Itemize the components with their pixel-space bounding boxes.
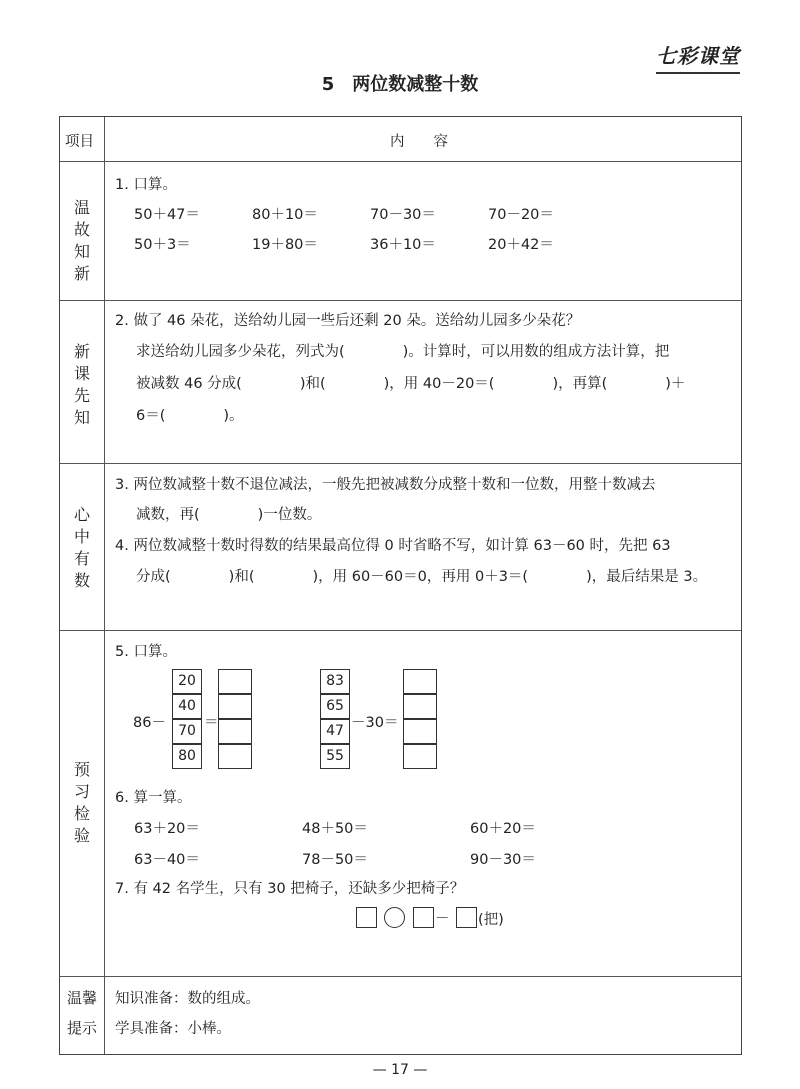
q6-item: 63－40＝ bbox=[134, 852, 200, 868]
q5-right-value: 47 bbox=[320, 719, 350, 744]
section-label-review: 温 故 知 新 bbox=[73, 198, 90, 283]
q5-right-value: 83 bbox=[320, 669, 350, 694]
q1-title: 1. 口算。 bbox=[115, 177, 177, 193]
q1-item: 50＋47＝ bbox=[134, 207, 200, 223]
header-project: 项目 bbox=[65, 134, 94, 150]
row-divider bbox=[60, 300, 741, 301]
q1-item: 19＋80＝ bbox=[252, 237, 318, 253]
page-number: — 17 — bbox=[372, 1062, 428, 1078]
section-label-preview: 新 课 先 知 bbox=[73, 342, 90, 427]
q2-line: 被减数 46 分成( )和( )，用 40－20＝( )，再算( )＋ bbox=[136, 376, 686, 392]
row-divider bbox=[60, 976, 741, 977]
q4-line: 分成( )和( )，用 60－60＝0，再用 0＋3＝( )，最后结果是 3。 bbox=[136, 569, 708, 585]
q7-unit: (把) bbox=[478, 912, 504, 928]
q5-answer-box[interactable] bbox=[218, 744, 252, 769]
q3-line: 减数，再( )一位数。 bbox=[136, 507, 322, 523]
row-divider bbox=[60, 630, 741, 631]
q1-item: 36＋10＝ bbox=[370, 237, 436, 253]
q2-line: 2. 做了 46 朵花，送给幼儿园一些后还剩 20 朵。送给幼儿园多少朵花？ bbox=[115, 313, 581, 329]
q1-item: 20＋42＝ bbox=[488, 237, 554, 253]
q6-item: 63＋20＝ bbox=[134, 821, 200, 837]
q6-item: 48＋50＝ bbox=[302, 821, 368, 837]
q5-answer-box[interactable] bbox=[218, 694, 252, 719]
section-label-mindful: 心 中 有 数 bbox=[73, 505, 90, 590]
header-content: 内 容 bbox=[390, 134, 448, 150]
q5-answer-box[interactable] bbox=[403, 669, 437, 694]
q5-right-suffix: －30＝ bbox=[351, 715, 399, 731]
q7-answer-box[interactable] bbox=[413, 907, 434, 928]
q1-item: 70－30＝ bbox=[370, 207, 436, 223]
q5-right-value: 55 bbox=[320, 744, 350, 769]
q5-equals: ＝ bbox=[204, 715, 219, 731]
q5-left-value: 70 bbox=[172, 719, 202, 744]
q4-line: 4. 两位数减整十数时得数的结果最高位得 0 时省略不写，如计算 63－60 时，先把 63 bbox=[115, 538, 671, 554]
worksheet-table bbox=[59, 116, 742, 1055]
q5-answer-box[interactable] bbox=[218, 719, 252, 744]
q5-answer-box[interactable] bbox=[403, 694, 437, 719]
row-divider bbox=[60, 463, 741, 464]
tips-knowledge: 知识准备：数的组成。 bbox=[115, 991, 260, 1007]
q6-item: 60＋20＝ bbox=[470, 821, 536, 837]
page-title: 5 两位数减整十数 bbox=[321, 74, 479, 95]
q7-answer-box[interactable] bbox=[456, 907, 477, 928]
q2-line: 求送给幼儿园多少朵花，列式为( )。计算时，可以用数的组成方法计算，把 bbox=[136, 344, 670, 360]
row-divider bbox=[60, 161, 741, 162]
q1-item: 70－20＝ bbox=[488, 207, 554, 223]
section-label-check: 预 习 检 验 bbox=[73, 760, 90, 845]
q5-title: 5. 口算。 bbox=[115, 644, 177, 660]
q5-left-prefix: 86－ bbox=[133, 715, 166, 731]
q7-minus-sign: － bbox=[435, 911, 450, 927]
q5-right-value: 65 bbox=[320, 694, 350, 719]
column-divider bbox=[104, 117, 105, 1054]
q1-item: 50＋3＝ bbox=[134, 237, 191, 253]
q5-left-value: 40 bbox=[172, 694, 202, 719]
q6-item: 78－50＝ bbox=[302, 852, 368, 868]
q5-answer-box[interactable] bbox=[403, 719, 437, 744]
q5-answer-box[interactable] bbox=[403, 744, 437, 769]
q7-operator-circle[interactable] bbox=[384, 907, 405, 928]
q7-answer-box[interactable] bbox=[356, 907, 377, 928]
q6-item: 90－30＝ bbox=[470, 852, 536, 868]
q7-title: 7. 有 42 名学生，只有 30 把椅子，还缺多少把椅子？ bbox=[115, 881, 465, 897]
brand-logo: 七彩课堂 bbox=[656, 40, 740, 74]
q5-answer-box[interactable] bbox=[218, 669, 252, 694]
tips-tools: 学具准备：小棒。 bbox=[115, 1021, 231, 1037]
q5-left-value: 20 bbox=[172, 669, 202, 694]
q1-item: 80＋10＝ bbox=[252, 207, 318, 223]
q2-line: 6＝( )。 bbox=[136, 408, 244, 424]
q6-title: 6. 算一算。 bbox=[115, 790, 192, 806]
q5-left-value: 80 bbox=[172, 744, 202, 769]
section-label-tips: 温馨 提示 bbox=[66, 989, 97, 1037]
q3-line: 3. 两位数减整十数不退位减法，一般先把被减数分成整十数和一位数，用整十数减去 bbox=[115, 477, 656, 493]
